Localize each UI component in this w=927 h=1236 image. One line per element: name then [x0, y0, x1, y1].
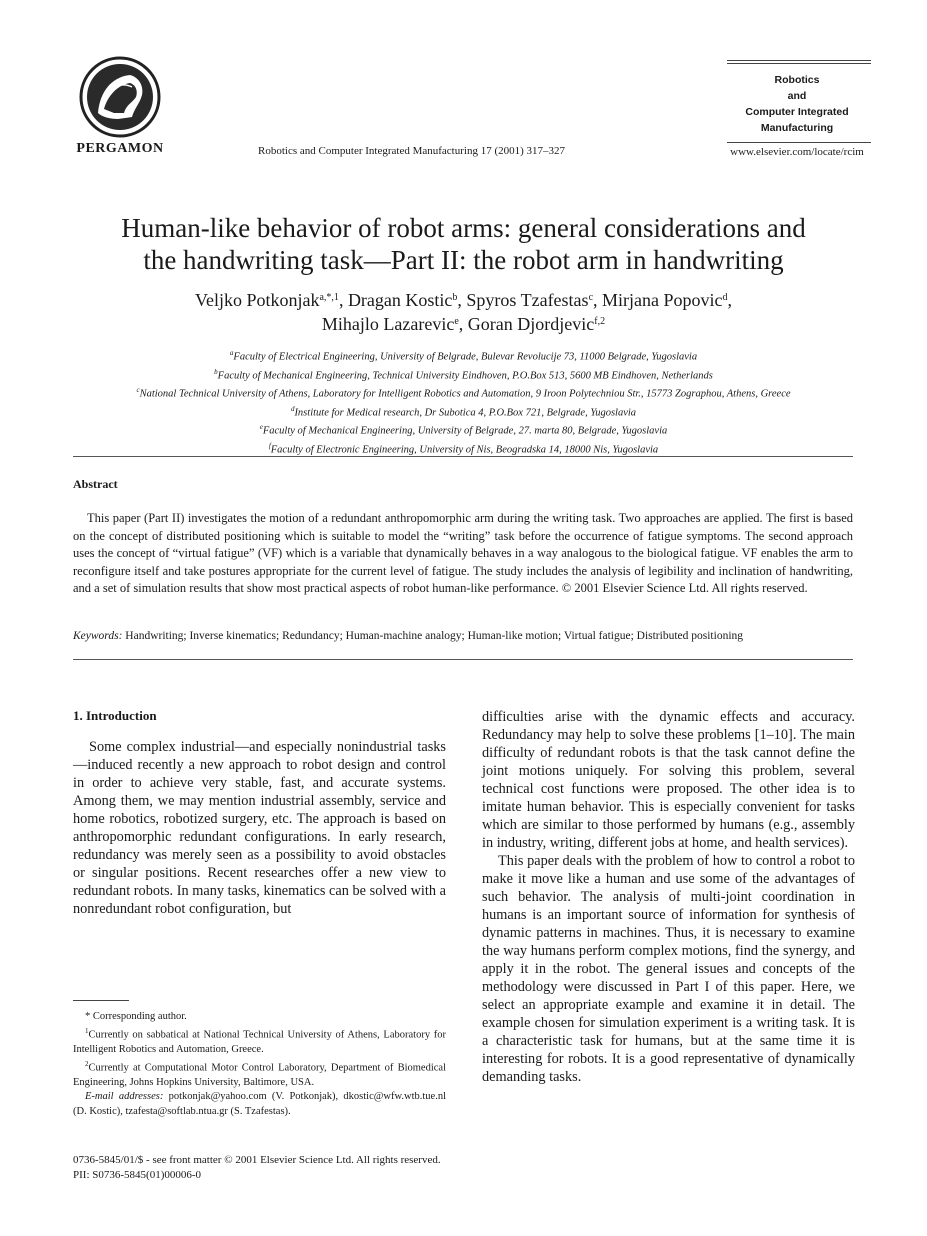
- journal-brand: [723, 60, 871, 158]
- author-name: Dragan Kostic: [347, 290, 453, 310]
- keywords: [73, 630, 853, 642]
- author-sup: b: [452, 292, 458, 303]
- affiliation-sup: e: [259, 423, 263, 431]
- abstract-top-rule: [73, 456, 853, 457]
- pergamon-helmet-logo-icon: [78, 55, 162, 139]
- keywords-text: Handwriting; Inverse kinematics; Redundancy; Human-machine analogy; Human-like motion; Virtual fatigue; Distributed positioning: [125, 630, 744, 642]
- brand-divider: [727, 142, 871, 143]
- author-name: Mihajlo Lazarevic: [321, 314, 455, 334]
- brand-divider: [727, 60, 871, 61]
- brand-line: Robotics: [774, 74, 820, 86]
- footnote-1: [73, 1024, 446, 1057]
- footnote-2-sup: 2: [85, 1060, 89, 1069]
- affiliation-text: National Technical University of Athens, Laboratory for Intelligent Robotics and Automation, 9 Iroon Polytechniou Str., 15773 Zographou, Athens, Greece: [139, 388, 791, 400]
- affiliation-sup: a: [229, 349, 234, 357]
- footnote-rule: [73, 1000, 129, 1001]
- author-sep: ,: [457, 290, 467, 310]
- brand-line: Manufacturing: [760, 122, 834, 134]
- front-matter-line: 0736-5845/01/$ - see front matter © 2001 Elsevier Science Ltd. All rights reserved.: [73, 1154, 441, 1166]
- intro-paragraph-2: This paper deals with the problem of how to control a robot to make it move like a human and use some of the advantages of such behavior. The analysis of multi-joint coordination in humans is an important source of information for synthesis of dynamic patterns in machines. Thus, it is necessary to examine the way humans perform complex motions, find the synergy, and apply it in the robot. The general issues and concepts of the methodology were discussed in Part I of this paper. Here, we select an appropriate example and examine it in detail. The example chosen for simulation experiment is a writing task. It is a characteristic task for humans, but at the same time it is interesting for robots. It is a good representative of dynamically demanding tasks.: [482, 853, 855, 1085]
- abstract-heading: Abstract: [73, 477, 118, 491]
- author-sup: a,*,1: [319, 292, 339, 303]
- affiliation-text: Faculty of Electronic Engineering, University of Nis, Beogradska 14, 18000 Nis, Yugoslavia: [270, 444, 659, 455]
- right-column: [482, 708, 855, 1086]
- affiliation-sup: f: [268, 441, 271, 450]
- author-line: [60, 312, 867, 336]
- journal-citation: Robotics and Computer Integrated Manufacturing 17 (2001) 317–327: [258, 145, 566, 157]
- email-label: E-mail addresses:: [85, 1091, 164, 1103]
- footnote-1-sup: 1: [85, 1027, 89, 1036]
- title-line: Human-like behavior of robot arms: general considerations and: [121, 213, 806, 243]
- author-name: Goran Djordjevic: [467, 314, 595, 334]
- author-list: [60, 288, 867, 336]
- title-line: the handwriting task—Part II: the robot arm in handwriting: [143, 245, 784, 275]
- intro-paragraph-1-continued: difficulties arise with the dynamic effects and accuracy. Redundancy may help to solve these problems [1–10]. The main difficulty of redundant robots is that the task cannot define the joint motions uniquely. For solving this problem, several technical cost functions were proposed. The other idea is to imitate human behavior. This is especially convenient for tasks which are similar to those performed by humans (e.g., assembly in industry, writing, different jobs at home, and health services).: [482, 709, 855, 851]
- author-name: Veljko Potkonjak: [194, 290, 320, 310]
- section-heading: 1. Introduction: [73, 708, 157, 723]
- publisher-logo: [70, 55, 170, 157]
- affiliation-text: Faculty of Electrical Engineering, University of Belgrade, Bulevar Revolucije 73, 11000 Belgrade, Yugoslavia: [233, 351, 698, 363]
- affiliation-sup: d: [290, 404, 295, 413]
- front-matter: [73, 1153, 441, 1183]
- affiliation-text: Institute for Medical research, Dr Subotica 4, P.O.Box 721, Belgrade, Yugoslavia: [294, 407, 637, 418]
- affiliation: [60, 420, 867, 439]
- author-sep: ,: [338, 290, 348, 310]
- publisher-name: PERGAMON: [76, 141, 164, 156]
- brand-line: and: [787, 90, 807, 102]
- brand-divider: [727, 63, 871, 64]
- affiliation-sup: c: [136, 386, 140, 394]
- journal-brand-title: [723, 72, 871, 136]
- email-addresses[interactable]: potkonjak@yahoo.com (V. Potkonjak), dkostic@wfw.wtb.tue.nl (D. Kostic), tzafesta@softlab.ntua.gr (S. Tzafestas).: [73, 1091, 447, 1117]
- affiliation: [60, 439, 867, 458]
- affiliation-text: Faculty of Mechanical Engineering, University of Belgrade, 27. marta 80, Belgrade, Yugoslavia: [262, 425, 668, 437]
- author-name: Mirjana Popovic: [602, 290, 723, 310]
- affiliation: [60, 365, 867, 384]
- keywords-label: Keywords:: [73, 630, 123, 642]
- left-column: [73, 708, 446, 918]
- pii-line: PII: S0736-5845(01)00006-0: [73, 1169, 202, 1181]
- affiliation-text: Faculty of Mechanical Engineering, Technical University Eindhoven, P.O.Box 513, 5600 MB Eindhoven, Netherlands: [217, 370, 713, 381]
- author-sup: c: [588, 292, 594, 303]
- paper-title: [60, 212, 867, 276]
- author-sup: e: [454, 316, 459, 327]
- author-sep: ,: [458, 314, 468, 334]
- affiliation-sup: b: [214, 367, 218, 376]
- affiliation: [60, 383, 867, 402]
- footnote-2: [73, 1057, 446, 1090]
- affiliation: [60, 346, 867, 365]
- author-name: Spyros Tzafestas: [466, 290, 589, 310]
- author-sup: f,2: [594, 316, 606, 327]
- intro-paragraph-1: Some complex industrial—and especially nonindustrial tasks—induced recently a new approach to robot design and control in order to achieve very stable, fast, and accurate systems. Among them, we may mention industrial assembly, service and home robotics, robotized surgery, etc. The approach is based on anthropomorphic redundant configurations. In early research, redundancy was merely seen as a possibility to avoid obstacles or singular positions. Recent researches offer a new view to redundant robots. In many tasks, kinematics can be solved with a nonredundant robot configuration, but: [73, 739, 446, 917]
- author-line: [60, 288, 867, 312]
- footnotes: [73, 1010, 446, 1119]
- footnote-corresponding: * Corresponding author.: [85, 1011, 187, 1022]
- abstract-body: This paper (Part II) investigates the motion of a redundant anthropomorphic arm during the writing task. Two approaches are applied. The first is based on the concept of distributed positioning which is suitable to model the “writing” task before the occurrence of fatigue symptoms. The second approach uses the concept of “virtual fatigue” (VF) which is a variable that dynamically behaves in a way analogous to the biological fatigue. VF enables the arm to reconfigure itself and take postures appropriate for the current level of fatigue. The study includes the analysis of legibility and inclination of handwriting, and a set of simulation results that show most practical aspects of robot human-like performance. © 2001 Elsevier Science Ltd. All rights reserved.: [73, 511, 853, 595]
- journal-url[interactable]: www.elsevier.com/locate/rcim: [730, 146, 864, 158]
- author-sup: d: [722, 292, 728, 303]
- footnote-emails: [73, 1090, 446, 1119]
- abstract-bottom-rule: [73, 659, 853, 660]
- affiliation-list: [60, 346, 867, 457]
- brand-line: Computer Integrated: [745, 106, 849, 118]
- footnote-1-text: Currently on sabbatical at National Technical University of Athens, Laboratory for Intelligent Robotics and Automation, Greece.: [73, 1029, 446, 1056]
- author-sep: ,: [727, 290, 732, 310]
- author-sep: ,: [593, 290, 603, 310]
- affiliation: [60, 402, 867, 421]
- footnote-2-text: Currently at Computational Motor Control Laboratory, Department of Biomedical Engineering, Johns Hopkins University, Baltimore, USA.: [73, 1062, 446, 1089]
